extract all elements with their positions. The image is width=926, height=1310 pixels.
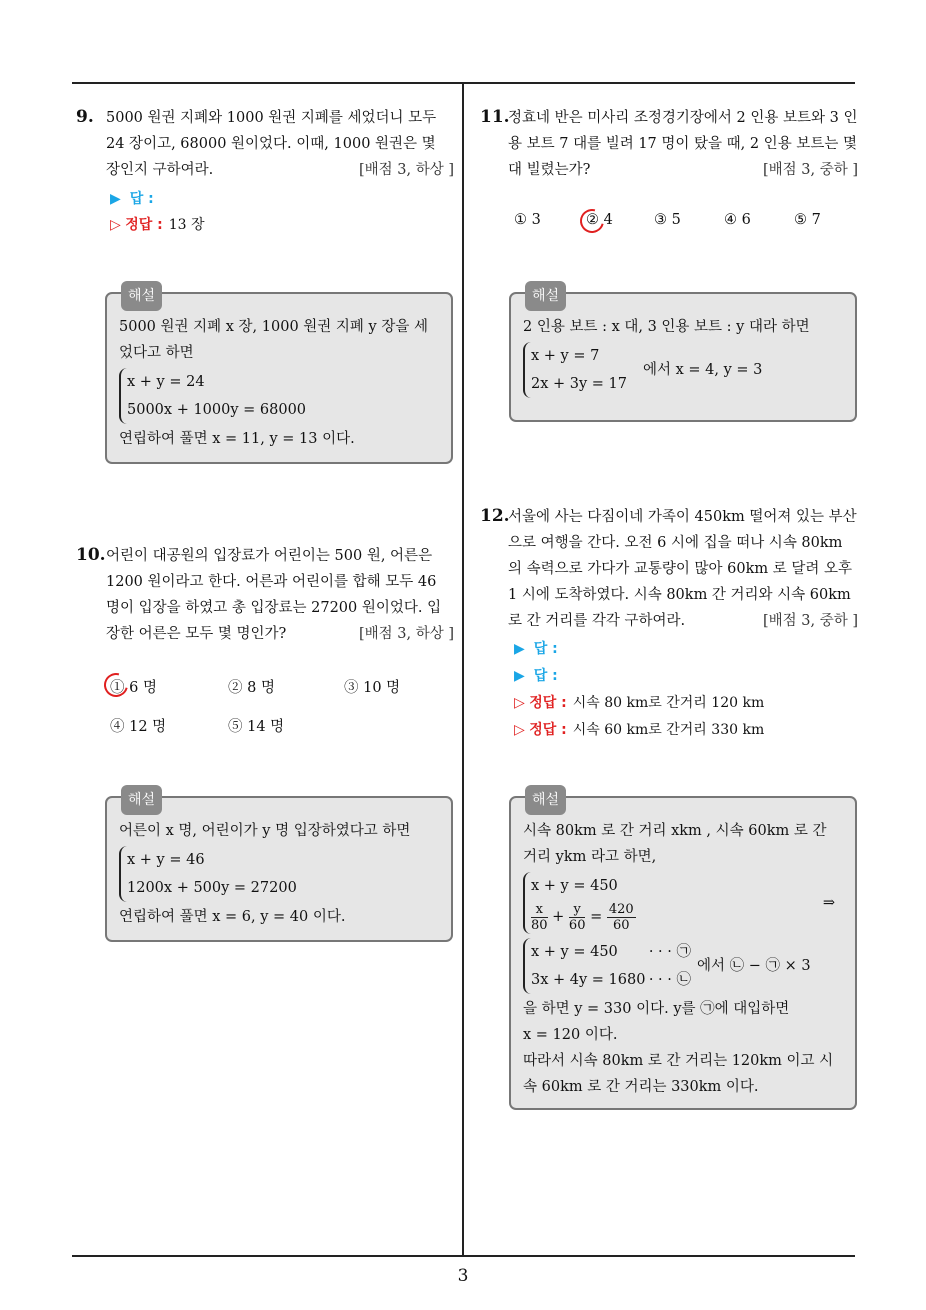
q11-meta: [배점 3, 중하 ] (762, 162, 858, 178)
implies-arrow: ⇒ (822, 895, 835, 911)
q11-text: 정효네 반은 미사리 조정경기장에서 2 인용 보트와 3 인용 보트 7 대를 빌려 17 명이 탔을 때, 2 인용 보트는 몇 대 빌렸는가? (508, 110, 858, 178)
q11-choice-2[interactable]: ② 4 (586, 212, 613, 228)
q12-answer: ▶ 답 : ▶ 답 : ▷ 정답 : 시속 80 km로 간거리 120 km ▷ 정답 : 시속 60 km로 간거리 330 km (514, 641, 765, 738)
solution-tag: 해설 (121, 281, 162, 311)
q10-choice-4[interactable]: ④ 12 명 (110, 719, 167, 735)
fraction: $\frac{y}{60}$ (568, 901, 586, 933)
q11-number: 11. (480, 107, 510, 127)
fraction: $\frac{x}{80}$ (531, 901, 548, 933)
filled-triangle-icon: ▶ (110, 191, 121, 207)
equation-system: x + y = 450 · · · ㉠ 3x + 4y = 1680 · · · ㉡ (523, 938, 691, 994)
filled-triangle-icon: ▶ (514, 641, 525, 657)
q12-solution-box: 해설 시속 80km 로 간 거리 xkm , 시속 60km 로 간 거리 ykm 라고 하면, x + y = 450 $\frac{x}{80}$ + $\frac{y}{60}$ = $\frac{420}{60}$ ⇒ x + y = 450 · · · ㉠ 3x + 4y = 1680 · · · ㉡ 에서 ㉡ − ㉠ × 3 을 하면 y = 330 이다. y를 ㉠에 대입하면 x = 120 이다. 따라서 시속 80km 로 간 거리는 120km 이고 시속 60km 로 간 거리는 330km 이다. (509, 796, 857, 1110)
q12-question (508, 504, 858, 634)
q10-number: 10. (76, 545, 106, 565)
q11-question (508, 105, 858, 183)
q11-choice-3[interactable]: ③ 5 (654, 212, 681, 228)
fraction: $\frac{420}{60}$ (608, 901, 634, 933)
top-rule (72, 82, 855, 84)
q10-text: 어린이 대공원의 입장료가 어린이는 500 원, 어른은 1200 원이라고 한다. 어른과 어린이를 합해 모두 46 명이 입장을 하였고 총 입장료는 27200 원이었다. 입장한 어른은 모두 몇 명인가? (106, 548, 442, 642)
bottom-rule (72, 1255, 855, 1257)
equation-system: x + y = 46 1200x + 500y = 27200 (119, 846, 297, 902)
q12-text: 서울에 사는 다짐이네 가족이 450km 떨어져 있는 부산으로 여행을 간다. 오전 6 시에 집을 떠나 시속 80km 의 속력으로 가다가 교통량이 많아 60km 로 달려 오후 1 시에 도착하였다. 시속 80km 간 거리와 시속 60km 로 간 거리를 각각 구하여라. (508, 509, 857, 629)
q10-meta: [배점 3, 하상 ] (358, 626, 454, 642)
equation-system: x + y = 7 2x + 3y = 17 (523, 342, 631, 398)
q9-solution-box: 해설 5000 원권 지폐 x 장, 1000 원권 지폐 y 장을 세었다고 하면 x + y = 24 5000x + 1000y = 68000 연립하여 풀면 x = 11, y = 13 이다. (105, 292, 453, 464)
q12-meta: [배점 3, 중하 ] (762, 613, 858, 629)
q10-solution-box: 해설 어른이 x 명, 어린이가 y 명 입장하였다고 하면 x + y = 46 1200x + 500y = 27200 연립하여 풀면 x = 6, y = 40 이다. (105, 796, 453, 942)
q11-choice-5[interactable]: ⑤ 7 (794, 212, 821, 228)
q11-choice-4[interactable]: ④ 6 (724, 212, 751, 228)
q9-question (106, 105, 454, 183)
q10-choice-3[interactable]: ③ 10 명 (344, 680, 401, 696)
q9-meta: [배점 3, 하상 ] (358, 162, 454, 178)
solution-tag: 해설 (525, 281, 566, 311)
open-triangle-icon: ▷ (514, 722, 525, 738)
open-triangle-icon: ▷ (110, 217, 121, 233)
column-divider (462, 84, 464, 1256)
equation-system: x + y = 450 $\frac{x}{80}$ + $\frac{y}{60}$ = $\frac{420}{60}$ (523, 872, 636, 934)
open-triangle-icon: ▷ (514, 695, 525, 711)
equation-system: x + y = 24 5000x + 1000y = 68000 (119, 368, 306, 424)
page-number: 3 (457, 1266, 469, 1286)
q10-choice-5[interactable]: ⑤ 14 명 (228, 719, 285, 735)
q10-question (106, 543, 454, 647)
q10-choice-1[interactable]: ① 6 명 (110, 680, 157, 696)
q11-choice-1[interactable]: ① 3 (514, 212, 541, 228)
solution-tag: 해설 (121, 785, 162, 815)
q12-number: 12. (480, 506, 510, 526)
q10-choice-2[interactable]: ② 8 명 (228, 680, 275, 696)
filled-triangle-icon: ▶ (514, 668, 525, 684)
q11-solution-box: 해설 2 인용 보트 : x 대, 3 인용 보트 : y 대라 하면 x + y = 7 2x + 3y = 17 에서 x = 4, y = 3 (509, 292, 857, 422)
q9-number: 9. (76, 107, 94, 127)
solution-tag: 해설 (525, 785, 566, 815)
q9-text: 5000 원권 지폐와 1000 원권 지폐를 세었더니 모두 24 장이고, 68000 원이었다. 이때, 1000 원권은 몇 장인지 구하여라. (106, 110, 437, 178)
q9-answer: ▶ 답 : ▷ 정답 : 13 장 (110, 191, 205, 233)
